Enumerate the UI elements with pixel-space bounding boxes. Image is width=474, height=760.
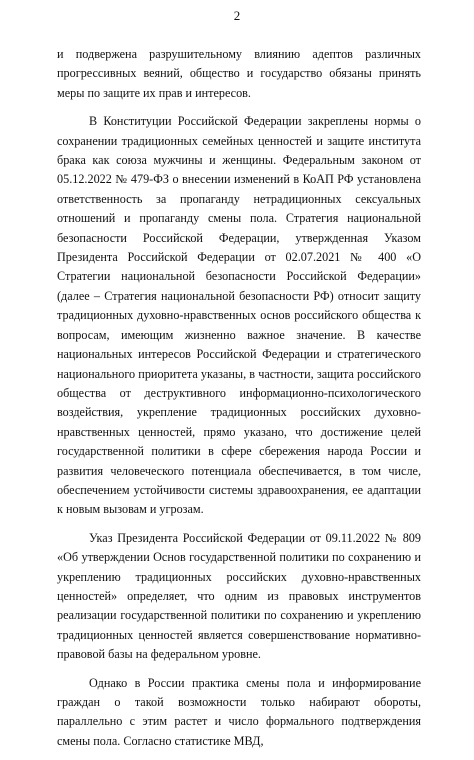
page-number: 2 bbox=[233, 8, 241, 23]
paragraph-decree-809: Указ Президента Российской Федерации от 09.11.2022 № 809 «Об утверждении Основ государственной политики по сохранению и укреплению традиционных российских духовно-нравственных ценностей» определяет, что одним из правовых инструментов реализации государственной политики по сохранению и укреплению традиционных ценностей является совершенствование нормативно-правовой базы на федеральном уровне. bbox=[57, 530, 421, 662]
paragraph-practice: Однако в России практика смены пола и информирование граждан о такой возможности только набирают обороты, параллельно с этим растет и число формального подтверждения смены пола. Согласно статистике МВД, bbox=[57, 675, 421, 748]
paragraph-constitution: В Конституции Российской Федерации закреплены нормы о сохранении традиционных семейных ценностей и защите института брака как союза мужчины и женщины. Федеральным законом от 05.12.2022 № 479-ФЗ о внесении изменений в КоАП РФ установлена ответственность за пропаганду нетрадиционных сексуальных отношений и пропаганду смены пола. Стратегия национальной безопасности Российской Федерации, утвержденная Указом Президента Российской Федерации от 02.07.2021 № 400 «О Стратегии национальной безопасности Российской Федерации» (далее – Стратегия национальной безопасности РФ) относит защиту традиционных духовно-нравственных основ российского общества к вопросам, имеющим жизненно важное значение. В качестве национальных интересов Российской Федерации и стратегического национального приоритета указаны, в частности, защита российского общества от деструктивного информационно-психологического воздействия, укрепление традиционных российских духовно-нравственных ценностей, прямо указано, что достижение целей государственной политики в сфере сбережения народа России и развития человеческого потенциала обеспечивается, в том числе, обеспечением устойчивости системы здравоохранения, ее адаптации к новым вызовам и угрозам. bbox=[57, 114, 421, 517]
paragraph-continued: и подвержена разрушительному влиянию адептов различных прогрессивных веяний, общество и государство обязаны принять меры по защите их прав и интересов. bbox=[57, 47, 421, 100]
document-body bbox=[57, 45, 421, 760]
